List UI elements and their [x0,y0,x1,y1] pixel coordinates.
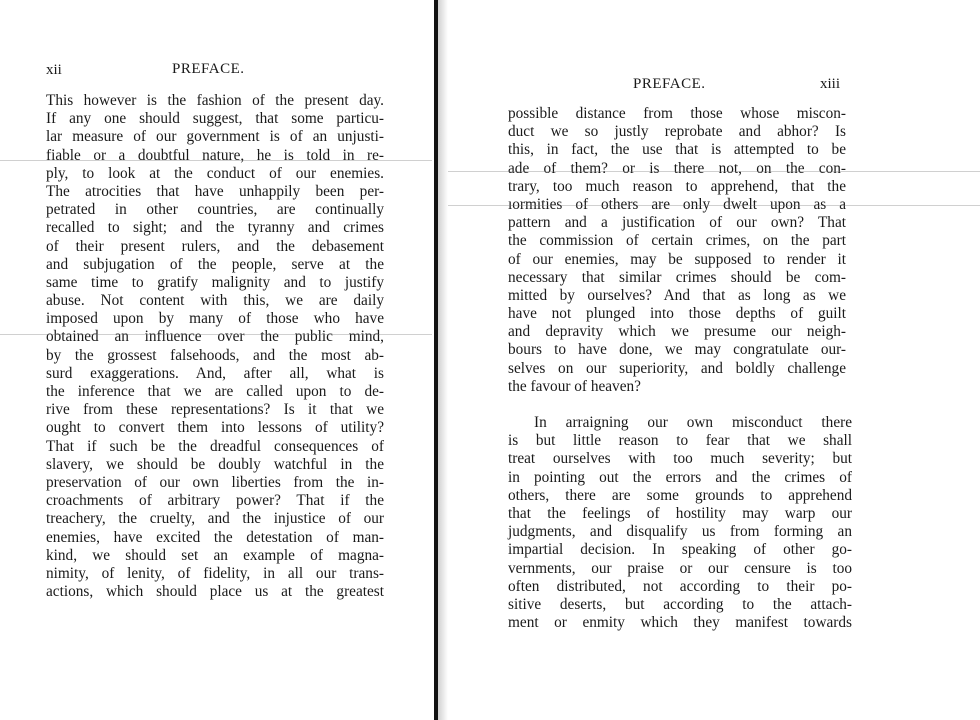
text-line: abuse. Not content with this, we are daily [46,292,384,310]
text-line: impartial decision. In speaking of other go- [508,541,852,559]
text-line: preservation of our own liberties from the in- [46,473,384,491]
text-line: ade of them? or is there not, on the con- [508,159,846,177]
right-paragraph-2 [508,414,852,632]
text-line: croachments of arbitrary power? That if the [46,492,384,510]
text-line: bours to have done, we may congratulate our- [508,341,846,359]
right-paragraph-1 [508,105,846,396]
text-line: of their present rulers, and the debasement [46,237,384,255]
text-line: lar measure of our government is of an unjusti- [46,128,384,146]
right-page-number: xiii [820,76,841,92]
text-line: rive from these representations? Is it that we [46,401,384,419]
text-line: of our enemies, may be supposed to render it [508,250,846,268]
text-line: In arraigning our own misconduct there [534,414,852,431]
text-line: The atrocities that have unhappily been per- [46,182,384,200]
text-line: ply, to look at the conduct of our enemies. [46,164,384,182]
left-running-header: PREFACE. [172,61,245,77]
scan-artifact-line [0,160,432,161]
text-line: have not plunged into those depths of guilt [508,305,846,323]
text-line: and depravity which we presume our neigh- [508,323,846,341]
text-line: That if such be the dreadful consequences of [46,437,384,455]
left-page [0,0,434,720]
text-line: and subjugation of the people, serve at the [46,255,384,273]
text-line: the commission of certain crimes, on the part [508,232,846,250]
text-line: actions, which should place us at the greatest [46,583,384,601]
text-line: ought to convert them into lessons of utility? [46,419,384,437]
scan-artifact-line [0,334,432,335]
left-page-number: xii [46,62,62,78]
text-line: treachery, the cruelty, and the injustice of our [46,510,384,528]
left-page-body [46,92,384,601]
text-line: obtained an influence over the public mind, [46,328,384,346]
text-line: mitted by ourselves? And that as long as we [508,286,846,304]
text-line: vernments, our praise or our censure is too [508,559,852,577]
text-line: this, in fact, the use that is attempted to be [508,141,846,159]
scan-artifact-line [448,171,980,172]
right-page [448,0,980,720]
text-line: enemies, have excited the detestation of man- [46,528,384,546]
text-line: trary, too much reason to apprehend, that the [508,177,846,195]
text-line: duct we so justly reprobate and abhor? Is [508,123,846,141]
text-line: petrated in other countries, are continually [46,201,384,219]
text-line: necessary that similar crimes should be com- [508,268,846,286]
text-line: treat ourselves with too much severity; but [508,450,852,468]
text-line: pattern and a justification of our own? That [508,214,846,232]
text-line: is but little reason to fear that we shall [508,432,852,450]
text-line: same time to gratify malignity and to justify [46,273,384,291]
text-line: nimity, of lenity, of fidelity, in all our trans- [46,564,384,582]
right-running-header: PREFACE. [633,76,706,92]
text-line: possible distance from those whose miscon- [508,105,846,122]
text-line: by the grossest falsehoods, and the most ab- [46,346,384,364]
scan-artifact-line [448,205,980,206]
text-line: slavery, we should be doubly watchful in the [46,455,384,473]
text-line: judgments, and disqualify us from forming an [508,523,852,541]
text-line: kind, we should set an example of magna- [46,546,384,564]
text-line: often distributed, not according to their po- [508,577,852,595]
text-line: If any one should suggest, that some particu- [46,110,384,128]
text-line: others, there are some grounds to apprehend [508,486,852,504]
text-line: fiable or a doubtful nature, he is told in re- [46,146,384,164]
text-line: in pointing out the errors and the crimes of [508,468,852,486]
text-line: recalled to sight; and the tyranny and crimes [46,219,384,237]
text-line: This however is the fashion of the present day. [46,92,384,109]
text-line: imposed upon by many of those who have [46,310,384,328]
text-line: ment or enmity which they manifest towards [508,614,852,632]
text-line: sitive deserts, but according to the attach- [508,595,852,613]
text-line: that the feelings of hostility may warp our [508,504,852,522]
text-line: the inference that we are called upon to de- [46,383,384,400]
text-line: ıormities of others are only dwelt upon as a [508,195,846,213]
text-line: selves on our superiority, and boldly challenge [508,359,846,377]
gutter-shadow [438,0,448,720]
text-line: the favour of heaven? [508,377,641,395]
text-line: surd exaggerations. And, after all, what is [46,364,384,382]
